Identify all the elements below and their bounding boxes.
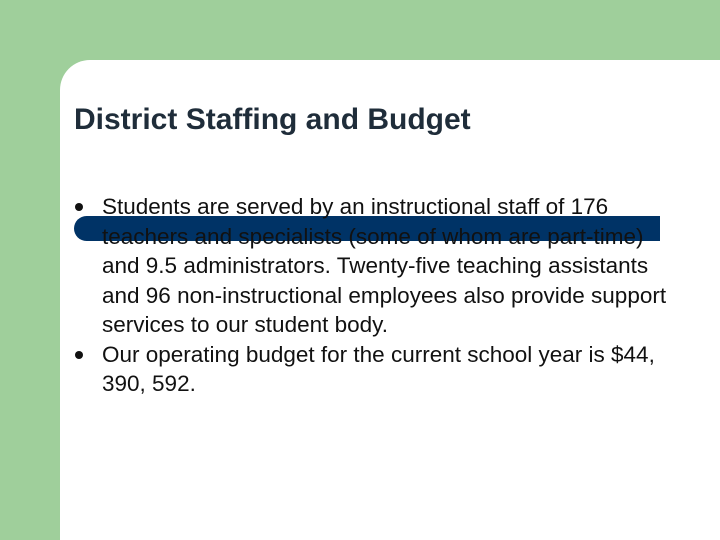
bullet-item-budget <box>74 340 674 399</box>
bullet-item-staffing <box>74 192 674 340</box>
slide-title: District Staffing and Budget <box>74 103 471 136</box>
bullet-dot-icon <box>75 203 83 211</box>
bullet-text-staffing: Students are served by an instructional staff of 176 teachers and specialists (some of whom are part-time) and 9.5 administrators. Twenty-five teaching assistants and 96 non-instructional employees also provide support services to our student body. <box>102 194 667 337</box>
bullet-dot-icon <box>75 351 83 359</box>
bullet-text-budget: Our operating budget for the current school year is $44, 390, 592. <box>102 341 655 396</box>
bullet-list <box>74 192 674 399</box>
